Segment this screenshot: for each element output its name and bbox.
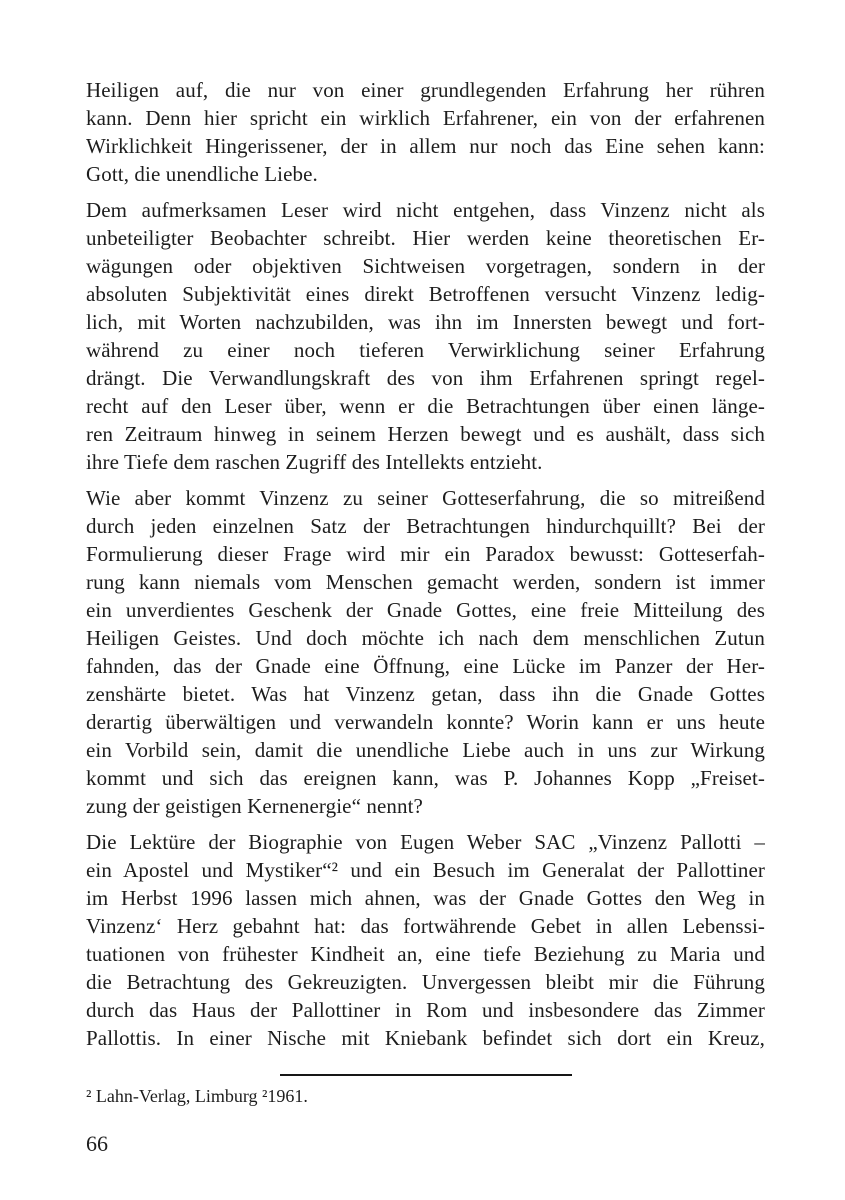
text-line: Vinzenz‘ Herz gebahnt hat: das fortwährende Gebet in allen Lebenssi- bbox=[86, 914, 765, 938]
text-block bbox=[86, 76, 765, 1158]
text-line: absoluten Subjektivität eines direkt Betroffenen versucht Vinzenz ledig- bbox=[86, 282, 765, 306]
paragraph bbox=[86, 484, 765, 820]
text-line: ein Vorbild sein, damit die unendliche Liebe auch in uns zur Wirkung bbox=[86, 738, 765, 762]
text-line: durch jeden einzelnen Satz der Betrachtungen hindurchquillt? Bei der bbox=[86, 514, 765, 538]
text-line: fahnden, das der Gnade eine Öffnung, eine Lücke im Panzer der Her- bbox=[86, 654, 765, 678]
text-line: wägungen oder objektiven Sichtweisen vorgetragen, sondern in der bbox=[86, 254, 765, 278]
text-line: Gott, die unendliche Liebe. bbox=[86, 162, 318, 186]
text-line: ein unverdientes Geschenk der Gnade Gottes, eine freie Mitteilung des bbox=[86, 598, 765, 622]
text-line: Die Lektüre der Biographie von Eugen Weber SAC „Vinzenz Pallotti – bbox=[86, 830, 765, 854]
text-line: Dem aufmerksamen Leser wird nicht entgehen, dass Vinzenz nicht als bbox=[86, 198, 765, 222]
text-line: ren Zeitraum hinweg in seinem Herzen bewegt und es aushält, dass sich bbox=[86, 422, 765, 446]
text-line: recht auf den Leser über, wenn er die Betrachtungen über einen länge- bbox=[86, 394, 765, 418]
paragraph bbox=[86, 76, 765, 188]
text-line: Heiligen auf, die nur von einer grundlegenden Erfahrung her rühren bbox=[86, 78, 765, 102]
page-number: 66 bbox=[86, 1131, 108, 1156]
text-line: ein Apostel und Mystiker“² und ein Besuch im Generalat der Pallottiner bbox=[86, 858, 765, 882]
paragraph bbox=[86, 196, 765, 476]
text-line: während zu einer noch tieferen Verwirklichung seiner Erfahrung bbox=[86, 338, 765, 362]
text-line: unbeteiligter Beobachter schreibt. Hier werden keine theoretischen Er- bbox=[86, 226, 765, 250]
text-line: im Herbst 1996 lassen mich ahnen, was der Gnade Gottes den Weg in bbox=[86, 886, 765, 910]
text-line: tuationen von frühester Kindheit an, eine tiefe Beziehung zu Maria und bbox=[86, 942, 765, 966]
text-line: Heiligen Geistes. Und doch möchte ich nach dem menschlichen Zutun bbox=[86, 626, 765, 650]
footnote: ² Lahn-Verlag, Limburg ²1961. bbox=[86, 1086, 308, 1106]
text-line: Wirklichkeit Hingerissener, der in allem nur noch das Eine sehen kann: bbox=[86, 134, 765, 158]
text-line: durch das Haus der Pallottiner in Rom und insbesondere das Zimmer bbox=[86, 998, 765, 1022]
text-line: rung kann niemals vom Menschen gemacht werden, sondern ist immer bbox=[86, 570, 765, 594]
text-line: lich, mit Worten nachzubilden, was ihn im Innersten bewegt und fort- bbox=[86, 310, 765, 334]
text-line: Formulierung dieser Frage wird mir ein Paradox bewusst: Gotteserfah- bbox=[86, 542, 765, 566]
text-line: Pallottis. In einer Nische mit Kniebank befindet sich dort ein Kreuz, bbox=[86, 1026, 765, 1050]
text-line: kann. Denn hier spricht ein wirklich Erfahrener, ein von der erfahrenen bbox=[86, 106, 765, 130]
text-line: drängt. Die Verwandlungskraft des von ihm Erfahrenen springt regel- bbox=[86, 366, 765, 390]
text-line: zung der geistigen Kernenergie“ nennt? bbox=[86, 794, 423, 818]
text-line: Wie aber kommt Vinzenz zu seiner Gotteserfahrung, die so mitreißend bbox=[86, 486, 765, 510]
text-line: zenshärte bietet. Was hat Vinzenz getan, dass ihn die Gnade Gottes bbox=[86, 682, 765, 706]
paragraph bbox=[86, 828, 765, 1052]
text-line: kommt und sich das ereignen kann, was P. Johannes Kopp „Freiset- bbox=[86, 766, 765, 790]
text-line: derartig überwältigen und verwandeln konnte? Worin kann er uns heute bbox=[86, 710, 765, 734]
text-line: ihre Tiefe dem raschen Zugriff des Intellekts entzieht. bbox=[86, 450, 543, 474]
footnote-divider bbox=[280, 1074, 572, 1076]
text-line: die Betrachtung des Gekreuzigten. Unvergessen bleibt mir die Führung bbox=[86, 970, 765, 994]
